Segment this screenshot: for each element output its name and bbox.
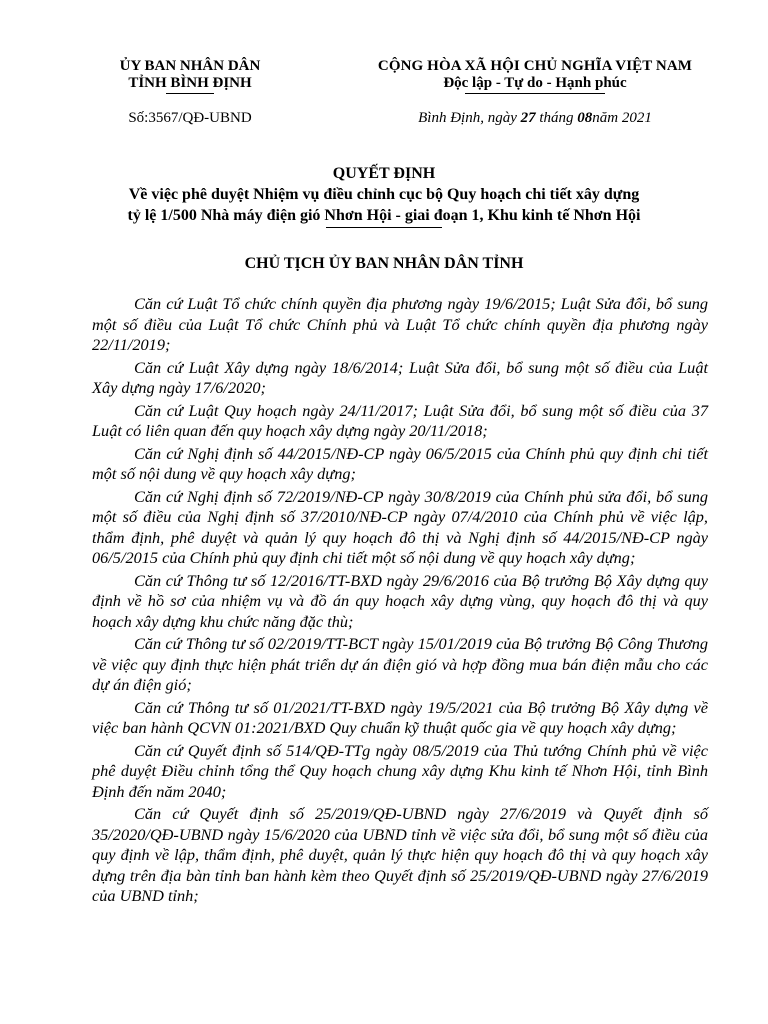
legal-basis-paragraph: Căn cứ Quyết định số 25/2019/QĐ-UBND ngày 27/6/2019 và Quyết định số 35/2020/QĐ-UBND ngày 15/6/2020 của UBND tỉnh về việc sửa đổi, bổ sung một số điều của quy định về lập, thẩm định, phê duyệt, quản lý thực hiện quy hoạch đô thị và quy hoạch xây dựng trên địa bàn tỉnh ban hành kèm theo Quyết định số 25/2019/QĐ-UBND ngày 27/6/2019 của UBND tỉnh; [92, 804, 708, 905]
agency-underline [166, 93, 214, 94]
legal-basis-paragraph: Căn cứ Nghị định số 72/2019/NĐ-CP ngày 30/8/2019 của Chính phủ sửa đổi, bổ sung một số điều của Nghị định số 37/2010/NĐ-CP ngày 07/4/2010 của Chính phủ về việc lập, thẩm định, phê duyệt và quản lý quy hoạch đô thị và Nghị định số 44/2015/NĐ-CP ngày 06/5/2015 của Chính phủ quy định chi tiết một số nội dung về quy hoạch xây dựng; [92, 486, 708, 567]
motto-underline [465, 93, 605, 94]
legal-basis-paragraph: Căn cứ Thông tư số 12/2016/TT-BXD ngày 29/6/2016 của Bộ trưởng Bộ Xây dựng quy định về hồ sơ của nhiệm vụ và đồ án quy hoạch xây dựng vùng, quy hoạch đô thị và quy hoạch xây dựng khu chức năng đặc thù; [92, 570, 708, 631]
subject-line-1: Về việc phê duyệt Nhiệm vụ điều chỉnh cục bộ Quy hoạch chi tiết xây dựng [128, 186, 640, 203]
agency-line-2: TỈNH BÌNH ĐỊNH [128, 75, 252, 91]
issuing-agency [70, 58, 310, 94]
issuing-authority: CHỦ TỊCH ỦY BAN NHÂN DÂN TỈNH [244, 255, 524, 272]
document-body [92, 294, 708, 909]
legal-basis-paragraph: Căn cứ Quyết định số 514/QĐ-TTg ngày 08/5/2019 của Thủ tướng Chính phủ về việc phê duyệt Điều chỉnh tổng thể Quy hoạch chung xây dựng Khu kinh tế Nhơn Hội, tỉnh Bình Định đến năm 2040; [92, 740, 708, 801]
legal-basis-paragraph: Căn cứ Luật Tổ chức chính quyền địa phương ngày 19/6/2015; Luật Sửa đổi, bổ sung một số điều của Luật Tổ chức Chính phủ và Luật Tổ chức chính quyền địa phương ngày 22/11/2019; [92, 294, 708, 354]
title-block [60, 164, 708, 228]
agency-line-1: ỦY BAN NHÂN DÂN [119, 58, 261, 74]
date-month: 08 [577, 110, 593, 126]
legal-basis-paragraph: Căn cứ Luật Xây dựng ngày 18/6/2014; Luật Sửa đổi, bổ sung một số điều của Luật Xây dựng ngày 17/6/2020; [92, 357, 708, 397]
legal-basis-paragraph: Căn cứ Luật Quy hoạch ngày 24/11/2017; Luật Sửa đổi, bổ sung một số điều của 37 Luật có liên quan đến quy hoạch xây dựng ngày 20/11/2018; [92, 400, 708, 440]
date-prefix: Bình Định, ngày [418, 110, 521, 126]
national-heading [340, 58, 730, 94]
subject-line-2: tỷ lệ 1/500 Nhà máy điện gió Nhơn Hội - giai đoạn 1, Khu kinh tế Nhơn Hội [127, 207, 641, 224]
nation-name: CỘNG HÒA XÃ HỘI CHỦ NGHĨA VIỆT NAM [377, 58, 693, 74]
legal-basis-paragraph: Căn cứ Thông tư số 01/2021/TT-BXD ngày 19/5/2021 của Bộ trưởng Bộ Xây dựng về việc ban hành QCVN 01:2021/BXD Quy chuẩn kỹ thuật quốc gia về quy hoạch xây dựng; [92, 697, 708, 737]
legal-basis-paragraph: Căn cứ Nghị định số 44/2015/NĐ-CP ngày 06/5/2015 của Chính phủ quy định chi tiết một số nội dung về quy hoạch xây dựng; [92, 443, 708, 483]
document-number: Số:3567/QĐ-UBND [128, 110, 252, 126]
date-month-label: tháng [535, 110, 578, 126]
national-motto: Độc lập - Tự do - Hạnh phúc [443, 75, 627, 91]
document-date [340, 110, 730, 127]
legal-basis-paragraph: Căn cứ Thông tư số 02/2019/TT-BCT ngày 15/01/2019 của Bộ trưởng Bộ Công Thương về việc quy định thực hiện phát triển dự án điện gió và hợp đồng mua bán điện mẫu cho các dự án điện gió; [92, 634, 708, 694]
document-type: QUYẾT ĐỊNH [332, 165, 436, 182]
subject-underline [326, 227, 442, 228]
date-day: 27 [520, 110, 536, 126]
date-year: năm 2021 [592, 110, 652, 126]
